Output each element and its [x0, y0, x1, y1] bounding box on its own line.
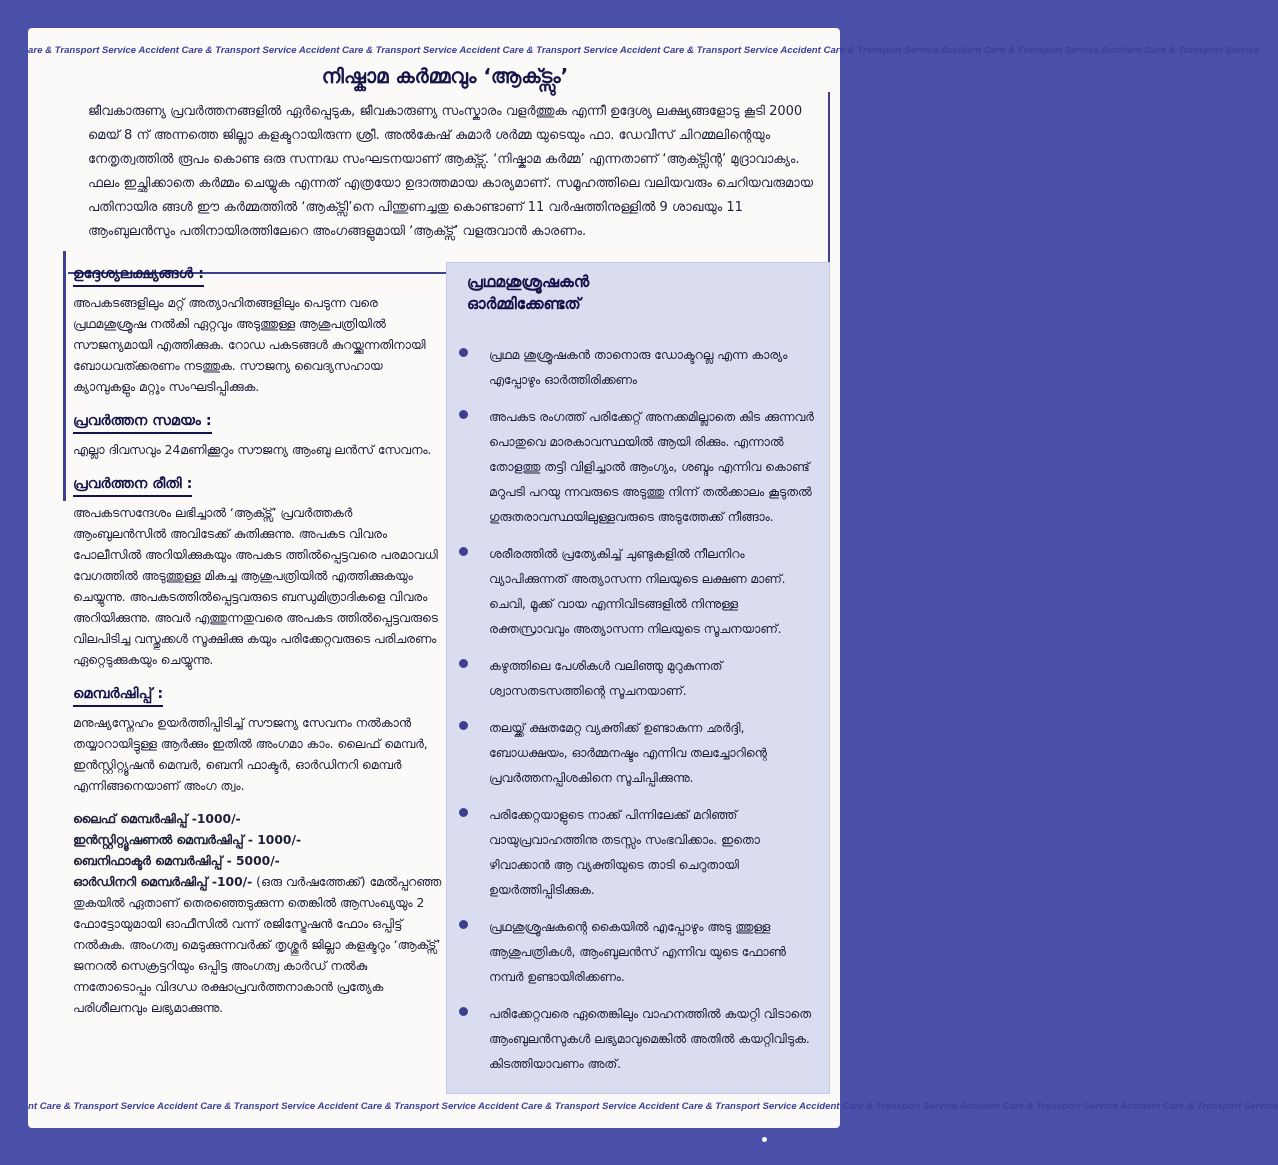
- bullet-icon: [459, 721, 468, 730]
- page-sheet: [28, 28, 1278, 1128]
- objectives-text: അപകടങ്ങളിലും മറ്റ് അത്യാഹിതങ്ങളിലും പെടുന്ന വരെ പ്രഥമശുശ്രൂഷ നൽകി ഏറ്റവും അടുത്തുള്ള ആശുപത്രിയിൽ സൗജന്യമായി എത്തിക്കുക. റോഡ പകടങ്ങൾ കുറയ്ക്കുന്നതിനായി ബോധവത്ക്കരണം നടത്തുക. സൗജന്യ വൈദ്യസഹായ ക്യാമ്പുകളും മറ്റും സംഘടിപ്പിക്കുക.: [73, 296, 426, 394]
- membership-ordinary-paragraph: [73, 872, 448, 1019]
- list-item: [451, 716, 821, 791]
- heading-membership: മെമ്പർഷിപ്പ് :: [73, 686, 163, 707]
- first-aid-list: [451, 343, 821, 1089]
- bullet-icon: [459, 920, 468, 929]
- list-item: [451, 343, 821, 393]
- heading-objectives: ഉദ്ദേശ്യലക്ഷ്യങ്ങൾ :: [73, 266, 204, 287]
- list-item-text: കഴുത്തിലെ പേശികൾ വലിഞ്ഞു മുറുകുന്നത് ശ്വാസതടസത്തിന്റെ സൂചനയാണ്.: [489, 659, 723, 698]
- heading-working-method: പ്രവർത്തന രീതി :: [73, 476, 192, 497]
- page-title: നിഷ്കാമ കർമ്മവും ‘ആക്ട്സും’: [321, 64, 569, 88]
- list-item: [451, 542, 821, 642]
- bullet-icon: [459, 659, 468, 668]
- membership-text: മനുഷ്യസ്നേഹം ഉയർത്തിപ്പിടിച്ച് സൗജന്യ സേവനം നൽകാൻ തയ്യാറായിട്ടുള്ള ആർക്കും ഇതിൽ അംഗമാ കാം. ലൈഫ് മെമ്പർ, ഇൻസ്റ്റിറ്റ്യൂഷൻ മെമ്പർ, ബെനി ഫാക്ടർ, ഓർഡിനറി മെമ്പർ എന്നിങ്ങനെയാണ് അംഗ ത്വം.: [73, 716, 428, 793]
- left-frame-line: [63, 251, 66, 501]
- list-item-text: അപകട രംഗത്ത് പരിക്കേറ്റ് അനക്കമില്ലാതെ കിട ക്കുന്നവർ പൊതുവെ മാരകാവസ്ഥയിൽ ആയി രിക്കും. എന്നാൽ തോളത്തു തട്ടി വിളിച്ചാൽ ആംഗ്യം, ശബ്ദം എന്നിവ കൊണ്ട് മറുപടി പറയു ന്നവരുടെ അടുത്തു നിന്ന് തൽക്കാലം കൂടുതൽ ഗുരുതരാവസ്ഥയിലുള്ളവരുടെ അടുത്തേക്ക് നീങ്ങാം.: [489, 410, 814, 524]
- list-item-text: ശരീരത്തിൽ പ്രത്യേകിച്ച് ചുണ്ടുകളിൽ നീലനിറം വ്യാപിക്കുന്നത് അത്യാസന്ന നിലയുടെ ലക്ഷണ മാണ്. ചെവി, മൂക്ക് വായ എന്നിവിടങ്ങളിൽ നിന്നുള്ള രക്തസ്രാവവും അത്യാസന്ന നിലയുടെ സൂചനയാണ്.: [489, 547, 786, 636]
- list-item: [451, 803, 821, 903]
- list-item-text: പ്രഥമ ശുശ്രൂഷകൻ താനൊരു ഡോക്ടറല്ല എന്ന കാര്യം എപ്പോഴും ഓർത്തിരിക്കണം: [489, 348, 788, 387]
- list-item: [451, 405, 821, 530]
- ticker-top: are & Transport Service Accident Care & Transport Service Accident Care & Transport Service Accident Care & Transport Service Accident Care & Transport Service Accident Care & Transport Service Accident Care & Transport Service Accident Care & Transport Service: [28, 45, 1260, 56]
- list-item: [451, 915, 821, 990]
- bullet-icon: [459, 1007, 468, 1016]
- membership-ordinary: ഓർഡിനറി മെമ്പർഷിപ്പ് -100/-: [73, 875, 253, 889]
- bullet-icon: [459, 808, 468, 817]
- membership-life: ലൈഫ് മെമ്പർഷിപ്പ് -1000/-: [73, 812, 241, 826]
- bullet-icon: [459, 348, 468, 357]
- list-item: [451, 654, 821, 704]
- list-item: [451, 1002, 821, 1077]
- membership-benefactor: ബെനിഫാക്ടർ മെമ്പർഷിപ്പ് - 5000/-: [73, 854, 280, 868]
- left-column: [73, 263, 448, 1031]
- page-dot: [762, 1137, 767, 1142]
- list-item-text: തലയ്ക്ക് ക്ഷതമേറ്റ വ്യക്തിക്ക് ഉണ്ടാകുന്ന ഛർദ്ദി, ബോധക്ഷയം, ഓർമ്മനഷ്ടം എന്നിവ തലച്ചോറിന്റെ പ്രവർത്തനപ്പിശകിനെ സൂചിപ്പിക്കുന്നു.: [489, 721, 767, 785]
- working-method-text: അപകടസന്ദേശം ലഭിച്ചാൽ ‘ആക്ട്സ്’ പ്രവർത്തകർ ആംബുലൻസിൽ അവിടേക്ക് കുതിക്കുന്നു. അപകട വിവരം പോലീസിൽ അറിയിക്കുകയും അപകട ത്തിൽപ്പെട്ടവരെ പരമാവധി വേഗത്തിൽ അടുത്തുള്ള മികച്ച ആശുപത്രിയിൽ എത്തിക്കുകയും ചെയ്യുന്നു. അപകടത്തിൽപ്പെട്ടവരുടെ ബന്ധുമിത്രാദികളെ വിവരം അറിയിക്കുന്നു. അവർ എത്തുന്നതുവരെ അപകട ത്തിൽപ്പെട്ടവരുടെ വിലപിടിച്ച വസ്തുക്കൾ സൂക്ഷിക്കു കയും പരിക്കേറ്റവരുടെ പരിചരണം ഏറ്റെടുക്കുകയും ചെയ്യുന്നു.: [73, 506, 438, 667]
- list-item-text: പ്രഥശുശ്രൂഷകന്റെ കൈയിൽ എപ്പോഴും അടു ത്തുള്ള ആശുപത്രികൾ, ആംബുലൻസ് എന്നിവ യുടെ ഫോൺ നമ്പർ ഉണ്ടായിരിക്കണം.: [489, 920, 786, 984]
- intro-paragraph: ജീവകാരുണ്യ പ്രവർത്തനങ്ങളിൽ ഏർപ്പെടുക, ജീവകാരുണ്യ സംസ്കാരം വളർത്തുക എന്നീ ഉദ്ദേശ്യ ലക്ഷ്യങ്ങളോടു കൂടി 2000 മെയ് 8 ന് അന്നത്തെ ജില്ലാ കളക്ടറായിരുന്ന ശ്രീ. അൽകേഷ് കുമാർ ശർമ്മ യുടെയും ഫാ. ഡേവീസ് ചിറമ്മലിന്റെയും നേതൃത്വത്തിൽ രൂപം കൊണ്ട ഒരു സന്നദ്ധ സംഘടനയാണ് ആക്ട്സ്. ‘നിഷ്കാമ കർമ്മ’ എന്നതാണ് ‘ആക്ട്സിന്റ’ മുദ്രാവാക്യം. ഫലം ഇച്ഛിക്കാതെ കർമ്മം ചെയ്യുക എന്നത് എത്രയോ ഉദാത്തമായ കാര്യമാണ്. സമൂഹത്തിലെ വലിയവരും ചെറിയവരുമായ പതിനായിര ങ്ങൾ ഈ കർമ്മത്തിൽ ‘ആക്ട്സി’നെ പിന്തുണച്ചതു കൊണ്ടാണ് 11 വർഷത്തിനുള്ളിൽ 9 ശാഖയും 11 ആംബുലൻസും പതിനായിരത്തിലേറെ അംഗങ്ങളുമായി ‘ആക്ട്സ്’ വളരുവാൻ കാരണം.: [88, 104, 814, 239]
- bullet-icon: [459, 410, 468, 419]
- membership-details-text: (ഒരു വർഷത്തേക്ക്) മേൽപ്പറഞ്ഞ തുകയിൽ ഏതാണ് തെരഞ്ഞെടുക്കുന്ന തെങ്കിൽ ആസംഖ്യയും 2 ഫോട്ടോയുമായി ഓഫീസിൽ വന്ന് രജിസ്ട്രേഷൻ ഫോം ഒപ്പിട്ട് നൽകുക. അംഗത്വ മെടുക്കുന്നവർക്ക് തൃശ്ശൂർ ജില്ലാ കളക്ടറും ‘ആക്ട്സ്’ ജനറൽ സെക്രട്ടറിയും ഒപ്പിട്ട അംഗത്വ കാർഡ് നൽകു ന്നതോടൊപ്പം വിദഗ്ധ രക്ഷാപ്രവർത്തനാകാൻ പ്രത്യേക പരിശീലനവും ലഭ്യമാക്കുന്നു.: [73, 875, 441, 1015]
- first-aid-panel: [446, 262, 830, 1094]
- membership-institutional: ഇൻസ്റ്റിറ്റ്യൂഷണൽ മെമ്പർഷിപ്പ് - 1000/-: [73, 833, 302, 847]
- ticker-bottom: nt Care & Transport Service Accident Care & Transport Service Accident Care & Transport Service Accident Care & Transport Service Accident Care & Transport Service Accident Care & Transport Service Accident Care & Transport Service Accident Care & Transport Service: [28, 1101, 1278, 1112]
- list-item-text: പരിക്കേറ്റയാളുടെ നാക്ക് പിന്നിലേക്ക് മറിഞ്ഞ് വായുപ്രവാഹത്തിനു തടസ്സം സംഭവിക്കാം. ഇതൊ ഴിവാക്കാൻ ആ വ്യക്തിയുടെ താടി ചെറുതായി ഉയർത്തിപ്പിടിക്കുക.: [489, 808, 760, 897]
- bullet-icon: [459, 547, 468, 556]
- list-item-text: പരിക്കേറ്റവരെ ഏതെങ്കിലും വാഹനത്തിൽ കയറ്റി വിടാതെ ആംബുലൻസുകൾ ലഭ്യമാവുമെങ്കിൽ അതിൽ കയറ്റിവിടുക. കിടത്തിയാവണം അത്.: [489, 1007, 811, 1071]
- working-time-text: എല്ലാ ദിവസവും 24മണിക്കൂറും സൗജന്യ ആംബു ലൻസ് സേവനം.: [73, 443, 432, 457]
- heading-working-time: പ്രവർത്തന സമയം :: [73, 413, 212, 434]
- first-aid-title: പ്രഥമശുശ്രൂഷകൻ ഓർമ്മിക്കേണ്ടത്: [467, 273, 590, 313]
